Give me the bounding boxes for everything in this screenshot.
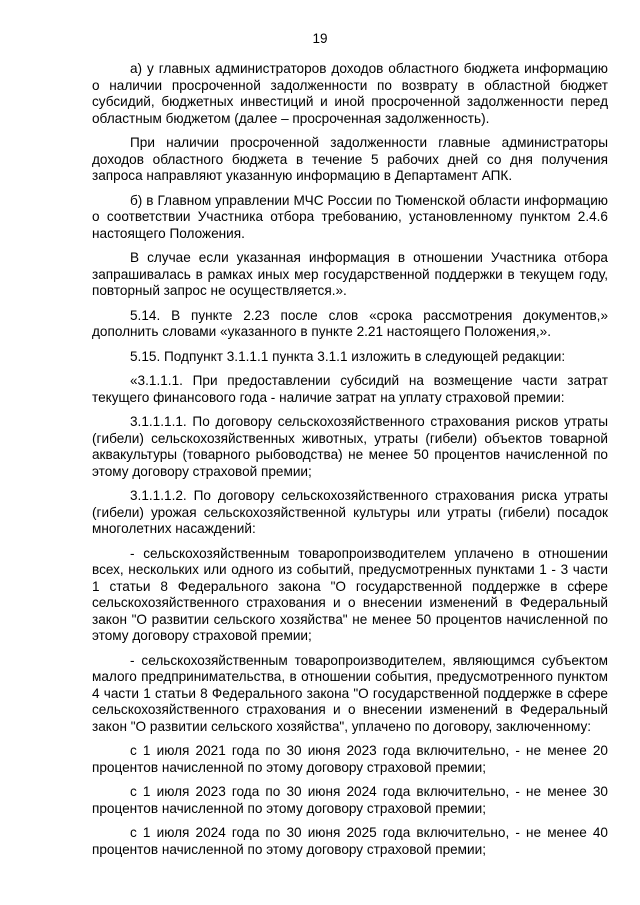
document-body	[92, 61, 608, 866]
page-number: 19	[312, 31, 328, 46]
paragraph-item-a: а) у главных администраторов доходов областного бюджета информацию о наличии просроченной задолженности по возврату в областной бюджет субсидий, бюджетных инвестиций и иной просроченной задолженности перед областным бюджетом (далее – просроченная задолженность).	[92, 61, 608, 126]
paragraph-3-1-1-1-2: 3.1.1.1.2. По договору сельскохозяйственного страхования риска утраты (гибели) урожая сельскохозяйственной культуры или утраты (гибели) посадок многолетних насаждений:	[92, 488, 608, 536]
list-item-2021-2023: с 1 июля 2021 года по 30 июня 2023 года включительно, - не менее 20 процентов начисленной по этому договору страховой премии;	[92, 743, 608, 775]
paragraph-5-14: 5.14. В пункте 2.23 после слов «срока рассмотрения документов,» дополнить словами «указанного в пункте 2.21 настоящего Положения,».	[92, 307, 608, 339]
list-item-producer: - сельскохозяйственным товаропроизводителем уплачено в отношении всех, нескольких или одного из событий, предусмотренных пунктами 1 - 3 части 1 статьи 8 Федерального закона "О государственной поддержке в сфере сельскохозяйственного страхования и о внесении изменений в Федеральный закон "О развитии сельского хозяйства" не менее 50 процентов начисленной по этому договору страховой премии;	[92, 545, 608, 643]
paragraph-item-b: б) в Главном управлении МЧС России по Тюменской области информацию о соответствии Участника отбора требованию, установленному пунктом 2.4.6 настоящего Положения.	[92, 192, 608, 241]
paragraph-5-15: 5.15. Подпункт 3.1.1.1 пункта 3.1.1 изложить в следующей редакции:	[130, 348, 566, 364]
list-item-2023-2024: с 1 июля 2023 года по 30 июня 2024 года включительно, - не менее 30 процентов начисленной по этому договору страховой премии;	[92, 784, 608, 816]
paragraph-repeat-request: В случае если указанная информация в отношении Участника отбора запрашивалась в рамках иных мер государственной поддержки в текущем году, повторный запрос не осуществляется.».	[92, 250, 608, 298]
paragraph-3-1-1-1-1: 3.1.1.1.1. По договору сельскохозяйственного страхования рисков утраты (гибели) сельскохозяйственных животных, утраты (гибели) объектов товарной аквакультуры (товарного рыбоводства) не менее 50 процентов начисленной по этому договору страховой премии;	[92, 414, 608, 479]
list-item-2024-2025: с 1 июля 2024 года по 30 июня 2025 года включительно, - не менее 40 процентов начисленной по этому договору страховой премии;	[92, 825, 608, 857]
list-item-small-business: - сельскохозяйственным товаропроизводителем, являющимся субъектом малого предпринимательства, в отношении события, предусмотренного пунктом 4 части 1 статьи 8 Федерального закона "О государственной поддержке в сфере сельскохозяйственного страхования и о внесении изменений в Федеральный закон "О развитии сельского хозяйства", уплачено по договору, заключенному:	[92, 652, 608, 734]
paragraph-overdue-debt: При наличии просроченной задолженности главные администраторы доходов областного бюджета в течение 5 рабочих дней со дня получения запроса направляют указанную информацию в Департамент АПК.	[92, 135, 608, 183]
paragraph-3-1-1-1: «3.1.1.1. При предоставлении субсидий на возмещение части затрат текущего финансового года - наличие затрат на уплату страховой премии:	[92, 373, 608, 405]
